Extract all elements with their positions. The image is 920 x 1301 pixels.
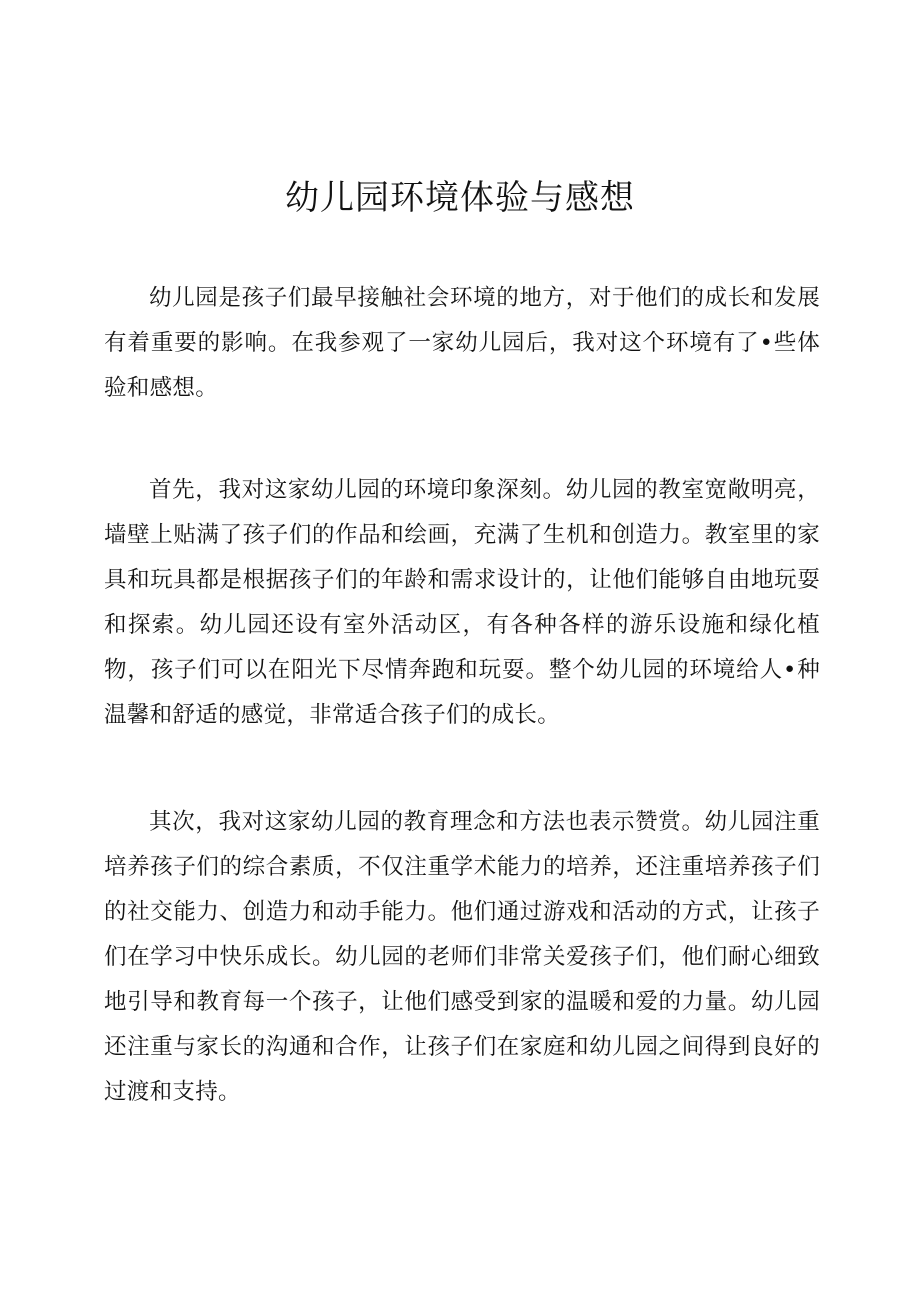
document-title: 幼儿园环境体验与感想: [285, 178, 635, 218]
paragraph-environment: 首先，我对这家幼儿园的环境印象深刻。幼儿园的教室宽敞明亮，墙壁上贴满了孩子们的作品和绘画，充满了生机和创造力。教室里的家具和玩具都是根据孩子们的年龄和需求设计的，让他们能够自由地玩耍和探索。幼儿园还设有室外活动区，有各种各样的游乐设施和绿化植物，孩子们可以在阳光下尽情奔跑和玩耍。整个幼儿园的环境给人•种温馨和舒适的感觉，非常适合孩子们的成长。: [104, 477, 820, 728]
paragraph-intro: 幼儿园是孩子们最早接触社会环境的地方，对于他们的成长和发展有着重要的影响。在我参观了一家幼儿园后，我对这个环境有了•些体验和感想。: [104, 285, 820, 401]
paragraph-education: 其次，我对这家幼儿园的教育理念和方法也表示赞赏。幼儿园注重培养孩子们的综合素质，不仅注重学术能力的培养，还注重培养孩子们的社交能力、创造力和动手能力。他们通过游戏和活动的方式，让孩子们在学习中快乐成长。幼儿园的老师们非常关爱孩子们，他们耐心细致地引导和教育每一个孩子，让他们感受到家的温暖和爱的力量。幼儿园还注重与家长的沟通和合作，让孩子们在家庭和幼儿园之间得到良好的过渡和支持。: [104, 809, 820, 1105]
